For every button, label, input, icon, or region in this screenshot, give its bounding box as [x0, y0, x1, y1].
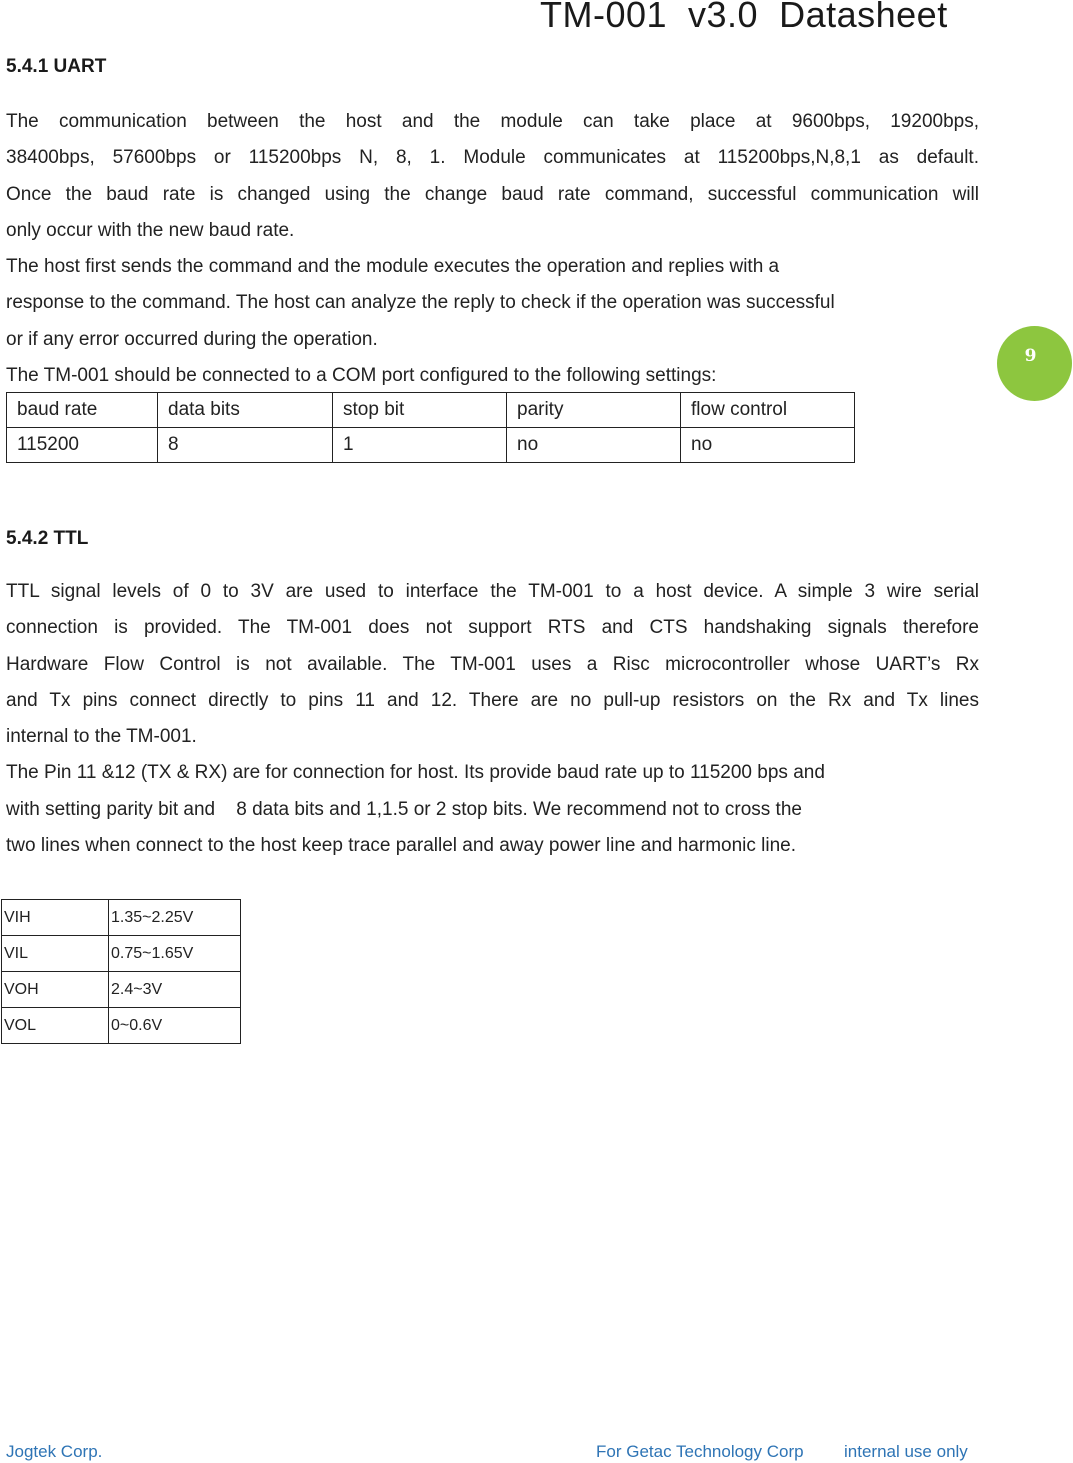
ttl-line-8: two lines when connect to the host keep trace parallel and away power line and harmonic line. [6, 835, 797, 857]
uart-line-3: Once the baud rate is changed using the change baud rate command, successful communication will [6, 183, 979, 205]
table-cell: 1 [333, 428, 507, 463]
ttl-line-3: Hardware Flow Control is not available. The TM-001 uses a Risc microcontroller whose UART’s Rx [6, 653, 979, 675]
ttl-line-7: with setting parity bit and 8 data bits and 1,1.5 or 2 stop bits. We recommend not to cross the [6, 798, 802, 820]
page-number-badge: 9 [997, 326, 1072, 401]
table-row [2, 972, 241, 1008]
ttl-line-2: connection is provided. The TM-001 does not support RTS and CTS handshaking signals therefore [6, 617, 979, 639]
ttl-line-6: The Pin 11 &12 (TX & RX) are for connection for host. Its provide baud rate up to 115200 bps and [6, 762, 825, 784]
table-row [2, 936, 241, 972]
table-row [7, 428, 855, 463]
level-name-cell: VOL [2, 1008, 109, 1044]
table-header-row [7, 393, 855, 428]
document-title: TM-001 v3.0 Datasheet [540, 0, 948, 35]
footer-audience: For Getac Technology Corp [596, 1442, 804, 1461]
level-value-cell: 1.35~2.25V [109, 900, 241, 936]
uart-line-8: The TM-001 should be connected to a COM port configured to the following settings: [6, 365, 717, 387]
ttl-heading: 5.4.2 TTL [6, 528, 89, 549]
uart-line-4: only occur with the new baud rate. [6, 219, 295, 241]
com-port-settings-table [6, 392, 855, 463]
uart-heading: 5.4.1 UART [6, 56, 107, 77]
ttl-line-4: and Tx pins connect directly to pins 11 and 12. There are no pull-up resistors on the Rx and Tx lines [6, 689, 979, 711]
ttl-line-5: internal to the TM-001. [6, 726, 197, 748]
level-value-cell: 2.4~3V [109, 972, 241, 1008]
table-cell: no [681, 428, 855, 463]
table-row [2, 900, 241, 936]
uart-line-6: response to the command. The host can analyze the reply to check if the operation was successful [6, 292, 835, 314]
ttl-levels-table [1, 899, 241, 1044]
uart-line-1: The communication between the host and the module can take place at 9600bps, 19200bps, [6, 111, 979, 132]
table-header-cell: data bits [158, 393, 333, 428]
uart-line-7: or if any error occurred during the operation. [6, 328, 378, 350]
level-name-cell: VOH [2, 972, 109, 1008]
uart-paragraph [6, 104, 979, 394]
table-cell: no [507, 428, 681, 463]
level-value-cell: 0~0.6V [109, 1008, 241, 1044]
level-name-cell: VIL [2, 936, 109, 972]
table-header-cell: parity [507, 393, 681, 428]
ttl-line-1: TTL signal levels of 0 to 3V are used to interface the TM-001 to a host device. A simple 3 wire serial [6, 581, 979, 602]
table-row [2, 1008, 241, 1044]
uart-line-2: 38400bps, 57600bps or 115200bps N, 8, 1. Module communicates at 115200bps,N,8,1 as default. [6, 147, 979, 169]
table-cell: 8 [158, 428, 333, 463]
table-header-cell: flow control [681, 393, 855, 428]
table-cell: 115200 [7, 428, 158, 463]
level-value-cell: 0.75~1.65V [109, 936, 241, 972]
footer-note: internal use only [844, 1442, 968, 1461]
ttl-paragraph [6, 574, 979, 864]
table-header-cell: baud rate [7, 393, 158, 428]
footer-company: Jogtek Corp. [6, 1442, 103, 1461]
table-header-cell: stop bit [333, 393, 507, 428]
level-name-cell: VIH [2, 900, 109, 936]
uart-line-5: The host first sends the command and the module executes the operation and replies with a [6, 256, 780, 278]
